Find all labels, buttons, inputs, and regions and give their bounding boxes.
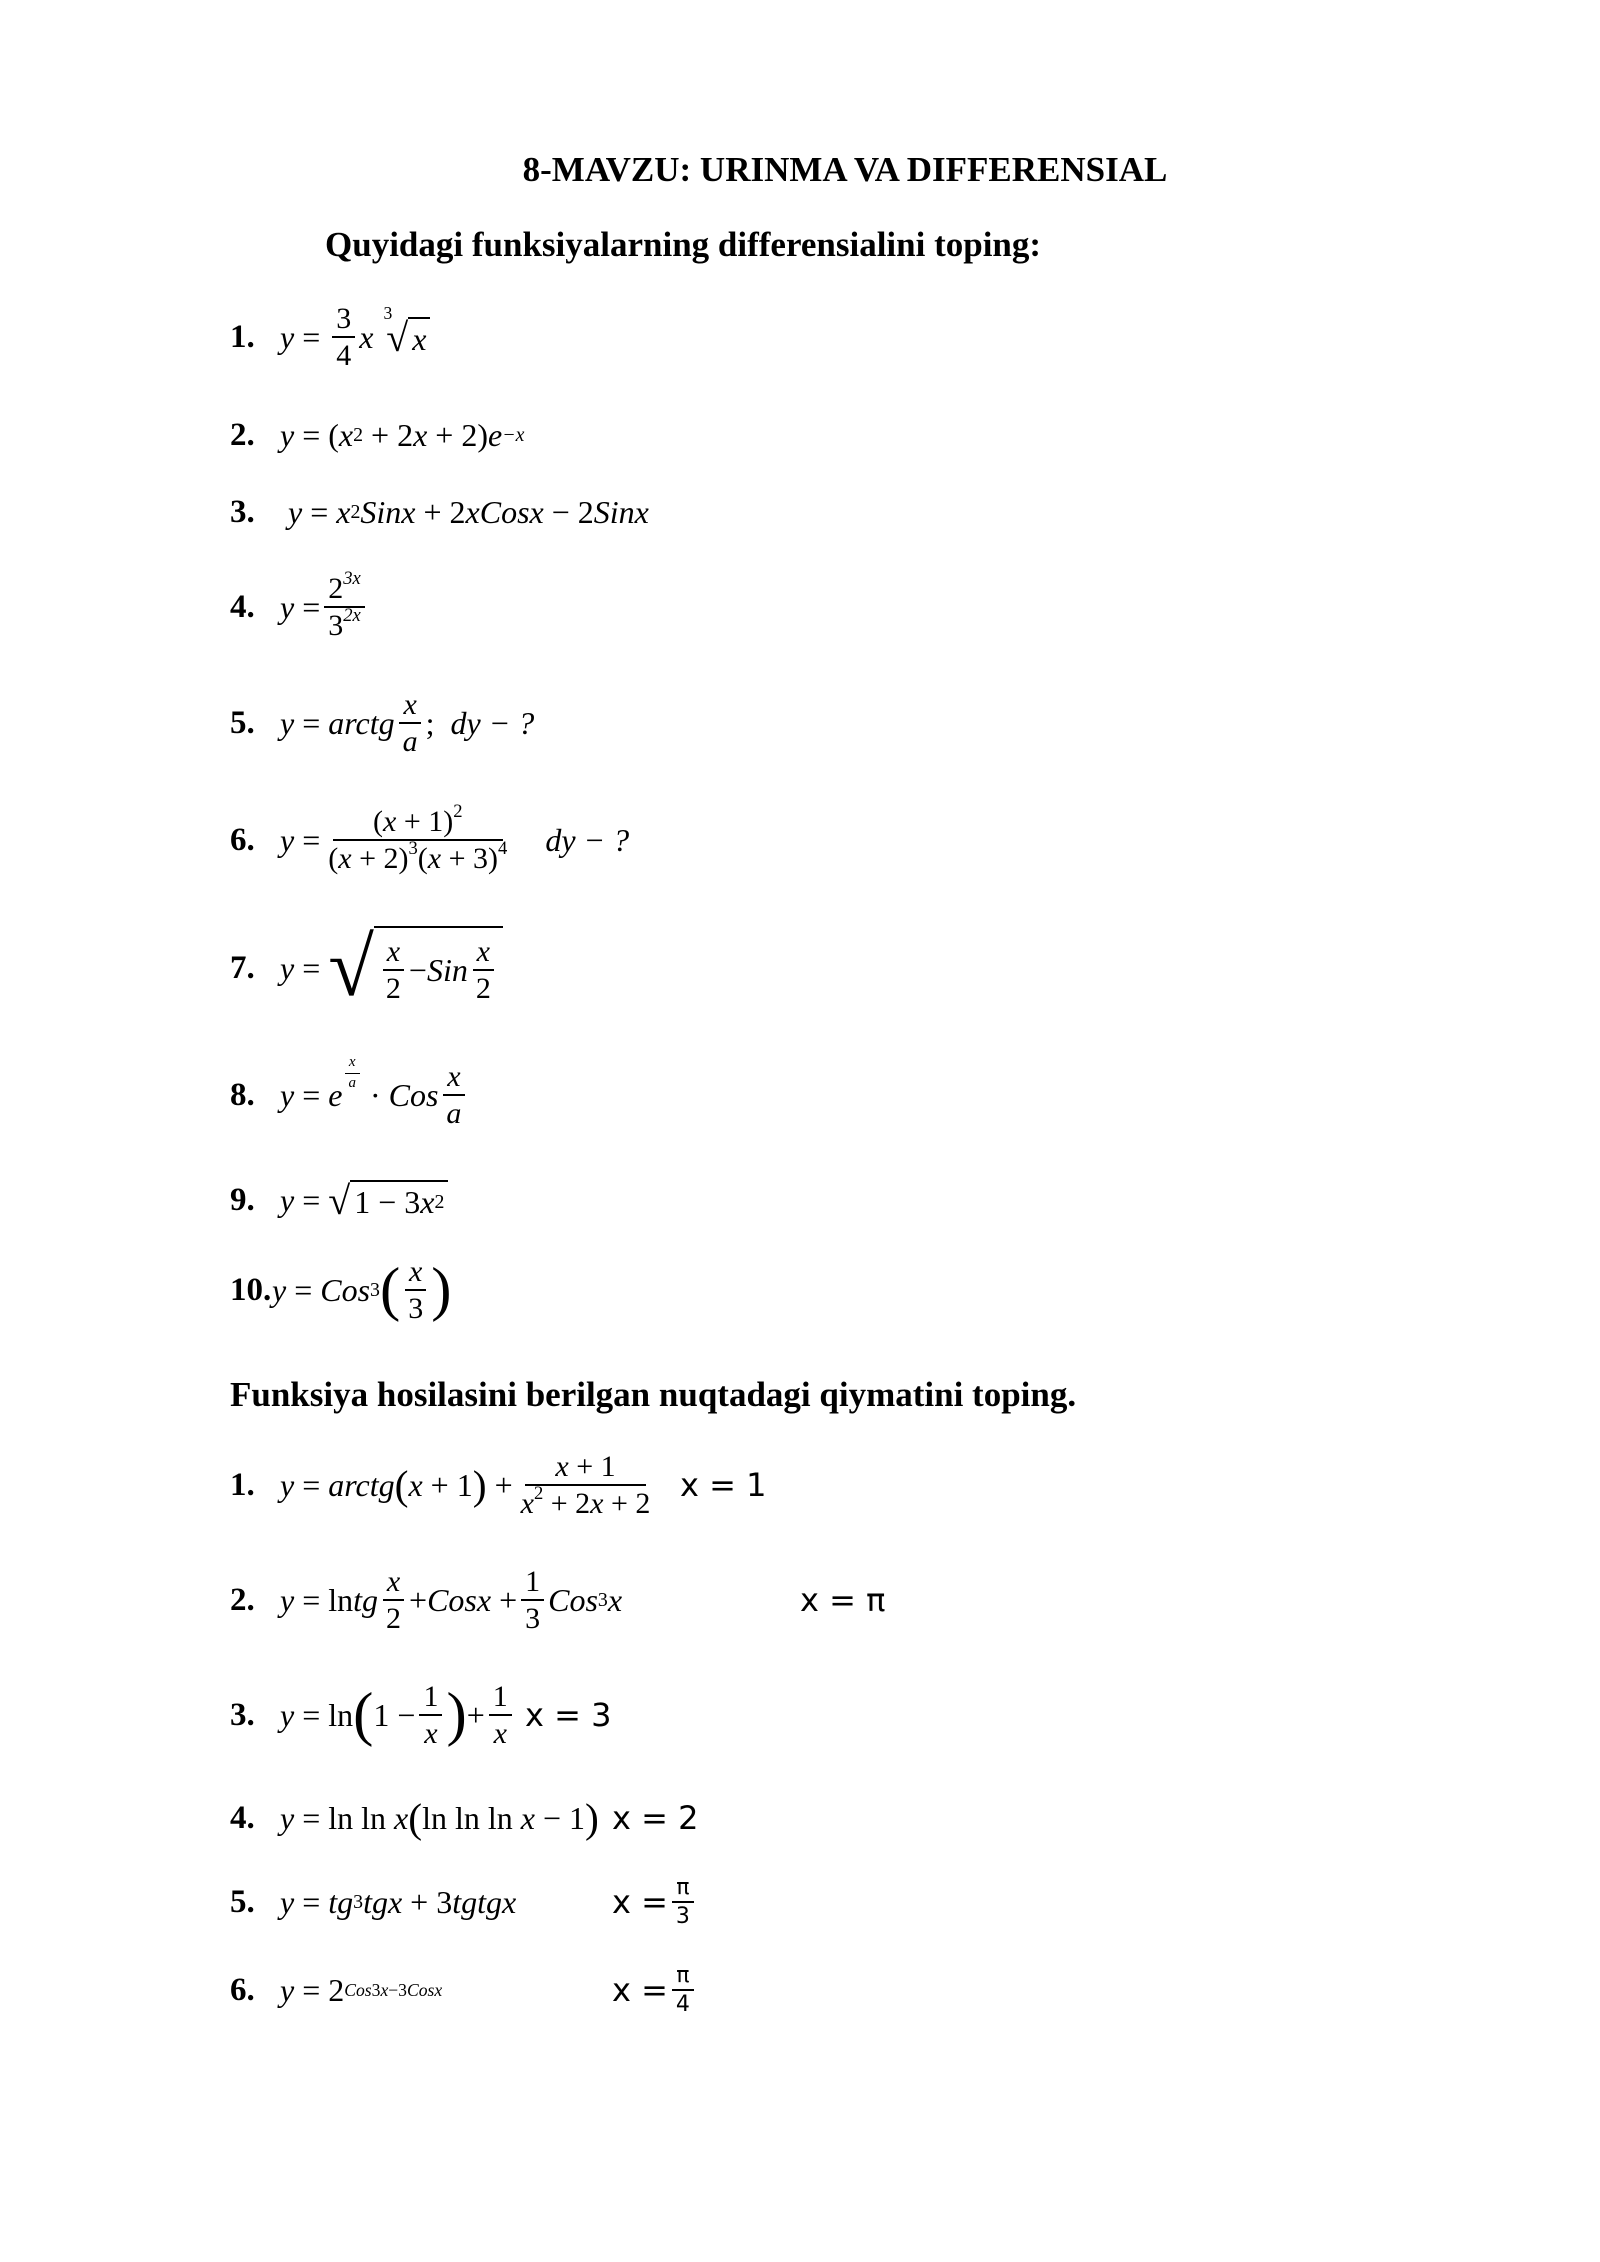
formula: y = e $\frac{x}{a}$ · Cos $\frac{x}{a}$ bbox=[280, 1061, 469, 1130]
page-title: 8-MAVZU: URINMA VA DIFFERENSIAL bbox=[522, 150, 1168, 189]
problem-number: 8. bbox=[230, 1076, 255, 1113]
formula: y = √ $\frac{x}{2}$ − Sin $\frac{x}{2}$ bbox=[280, 926, 503, 1009]
point-value: x = $\frac{\pi}{3}$ bbox=[612, 1872, 698, 1932]
formula: y = ln tg $\frac{x}{2}$ + Cosx + $\frac{1}{3}$ Cos 3 x bbox=[280, 1564, 623, 1635]
formula: y = $\frac{(x + 1)^2}{(x + 2)^3(x + 3)^4}$ dy − ? bbox=[280, 800, 630, 875]
task-6 bbox=[230, 1950, 442, 2030]
point-value: x = 1 bbox=[680, 1466, 767, 1504]
problem-10 bbox=[230, 1250, 451, 1330]
task-5 bbox=[230, 1862, 516, 1942]
section-heading-derivative-values: Funksiya hosilasini berilgan nuqtadagi qiymatini toping. bbox=[230, 1375, 1077, 1414]
formula: y = √ 1 − 3 x 2 bbox=[280, 1180, 448, 1221]
formula: y = $\frac{2^{3x}}{3^{2x}}$ bbox=[280, 573, 369, 642]
problem-3 bbox=[230, 472, 649, 552]
task-number: 5. bbox=[230, 1883, 255, 1920]
formula: y = 2 Cos3x−3Cosx bbox=[280, 1971, 443, 2008]
problem-7 bbox=[230, 921, 503, 1014]
task-number: 2. bbox=[230, 1581, 255, 1618]
dy-question: dy − ? bbox=[450, 704, 535, 741]
formula: y = $\frac{3}{4}$ x 3 √ x bbox=[280, 303, 430, 372]
point-value: x = π bbox=[800, 1581, 886, 1619]
problem-2 bbox=[230, 395, 524, 475]
problem-number: 9. bbox=[230, 1181, 255, 1218]
problem-number: 6. bbox=[230, 821, 255, 858]
problem-8 bbox=[230, 1055, 469, 1135]
dy-question: dy − ? bbox=[545, 821, 630, 858]
section-heading-differentials: Quyidagi funksiyalarning differensialini toping: bbox=[325, 225, 1042, 264]
task-number: 3. bbox=[230, 1696, 255, 1733]
task-1 bbox=[230, 1445, 658, 1525]
problem-number: 10. bbox=[230, 1271, 272, 1308]
formula: y = x 2 Sinx + 2 xCosx − 2 Sinx bbox=[280, 493, 649, 530]
point-value: x = 2 bbox=[612, 1799, 699, 1837]
problem-1 bbox=[230, 297, 430, 377]
task-4 bbox=[230, 1778, 599, 1858]
problem-number: 3. bbox=[230, 493, 255, 530]
formula: y = ln ln x ( ln ln ln x − 1 ) bbox=[280, 1795, 599, 1841]
problem-6 bbox=[230, 800, 629, 880]
formula: y = arctg $\frac{x}{a}$ ; dy − ? bbox=[280, 687, 535, 758]
task-2 bbox=[230, 1560, 622, 1640]
point-value: x = $\frac{\pi}{4}$ bbox=[612, 1960, 698, 2020]
problem-number: 7. bbox=[230, 949, 255, 986]
formula: y = ln ( 1 − $\frac{1}{x}$ ) + $\frac{1}{x}$ bbox=[280, 1681, 516, 1750]
problem-number: 2. bbox=[230, 416, 255, 453]
point-value: x = 3 bbox=[525, 1696, 612, 1734]
problem-9 bbox=[230, 1160, 448, 1240]
problem-5 bbox=[230, 683, 534, 763]
task-number: 1. bbox=[230, 1466, 255, 1503]
problem-number: 4. bbox=[230, 588, 255, 625]
problem-number: 5. bbox=[230, 704, 255, 741]
formula: y = Cos 3 ( $\frac{x}{3}$ ) bbox=[272, 1254, 452, 1325]
formula: y = ( x 2 + 2 x + 2) e −x bbox=[280, 416, 525, 453]
problem-number: 1. bbox=[230, 318, 255, 355]
task-number: 6. bbox=[230, 1971, 255, 2008]
task-number: 4. bbox=[230, 1799, 255, 1836]
problem-4 bbox=[230, 567, 369, 647]
task-3 bbox=[230, 1675, 516, 1755]
formula: y = arctg ( x + 1 ) + $\frac{x + 1}{x^2 + 2x + 2}$ bbox=[280, 1449, 651, 1520]
formula: y = tg 3 tgx + 3 tgtgx bbox=[280, 1883, 517, 1920]
